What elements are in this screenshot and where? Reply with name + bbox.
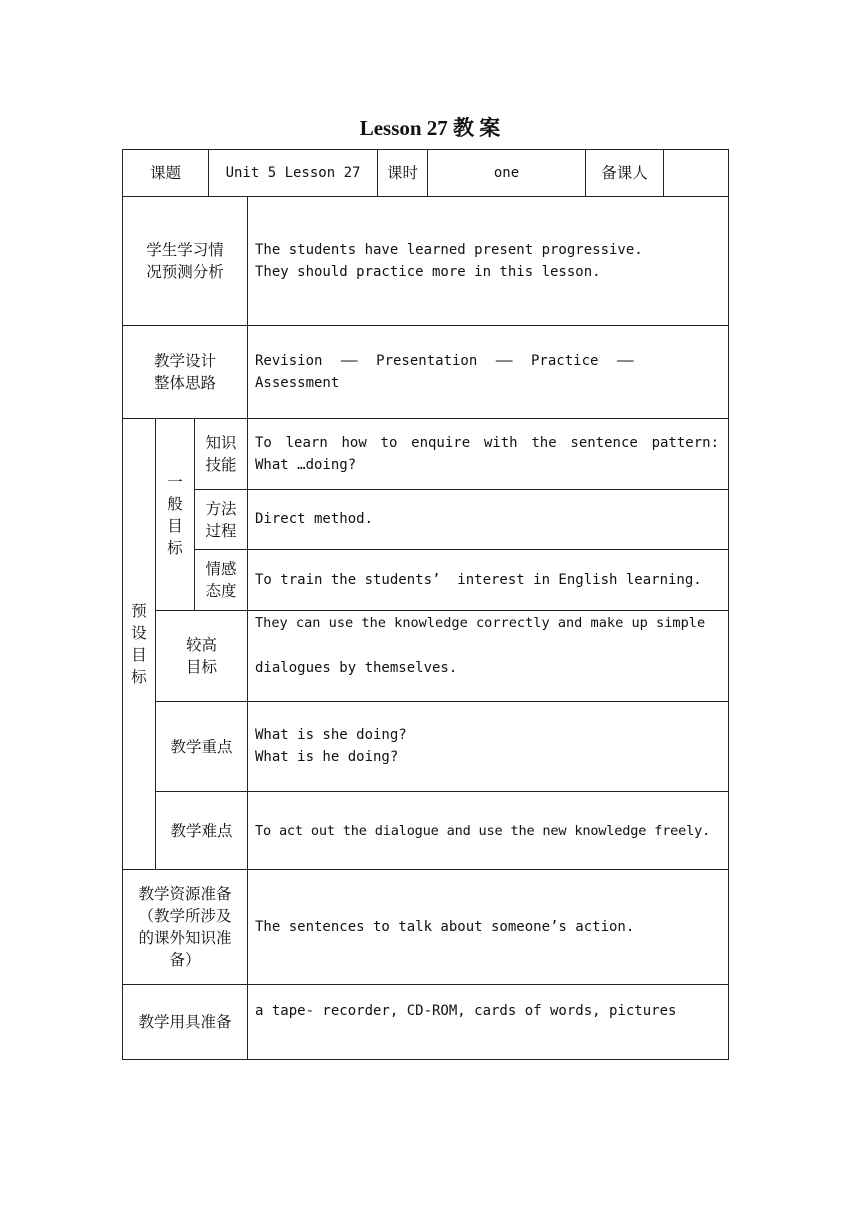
period-label: 课时 [386, 164, 418, 182]
design-label: 教学设计 整体思路 [153, 352, 216, 392]
method-process-label: 方法 过程 [205, 499, 237, 540]
general-goals-label: 一 般 目 标 [167, 472, 183, 557]
preparer-value [664, 150, 728, 196]
higher-goals-label: 较高 目标 [185, 636, 217, 676]
period-value: one [493, 165, 520, 181]
tools-text: a tape- recorder, CD-ROM, cards of words, pictures [255, 1003, 677, 1019]
tools-label: 教学用具准备 [138, 1013, 232, 1031]
topic-label: 课题 [149, 164, 181, 182]
analysis-label: 学生学习情 况预测分析 [146, 241, 224, 281]
design-text: Revision —— Presentation —— Practice —— Assessment [255, 353, 634, 391]
difficulties-label: 教学难点 [170, 821, 233, 840]
method-process-text: Direct method. [255, 511, 374, 527]
key-points-text: What is she doing? What is he doing? [255, 727, 407, 765]
resources-label: 教学资源准备 （教学所涉及 的课外知识准 备） [138, 885, 232, 969]
document-title: Lesson 27 教 案 [359, 116, 501, 140]
analysis-text: The students have learned present progressive. They should practice more in this lesson. [255, 242, 643, 280]
preparer-label: 备课人 [601, 164, 648, 182]
higher-goals-text: They can use the knowledge correctly and make up simple dialogues by themselves. [255, 615, 706, 676]
topic-value: Unit 5 Lesson 27 [225, 165, 361, 181]
knowledge-skills-text: To learn how to enquire with the sentence pattern: What …doing? [255, 435, 719, 473]
knowledge-skills-label: 知识 技能 [205, 434, 237, 474]
difficulties-text: To act out the dialogue and use the new knowledge freely. [255, 823, 711, 839]
emotion-attitude-label: 情感 态度 [205, 560, 237, 600]
resources-text: The sentences to talk about someone’s action. [255, 919, 635, 935]
key-points-label: 教学重点 [170, 737, 233, 756]
emotion-attitude-text: To train the students’ interest in English learning. [255, 572, 702, 588]
preset-goals-label: 预 设 目 标 [131, 602, 147, 686]
